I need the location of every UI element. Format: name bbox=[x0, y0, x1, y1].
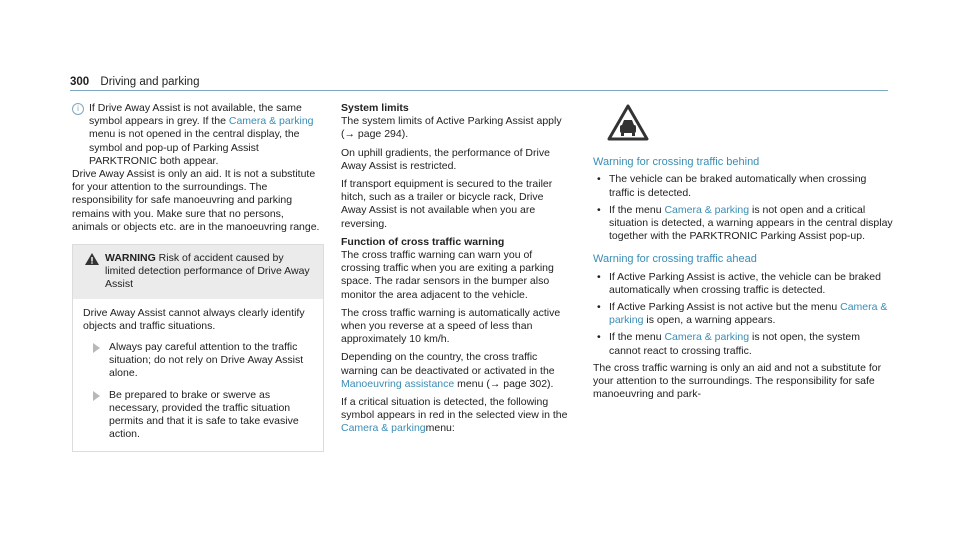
list-item bbox=[593, 173, 893, 199]
system-limits-heading: System limits bbox=[341, 102, 409, 114]
arrow-bullet-icon bbox=[93, 391, 100, 401]
warning-body bbox=[73, 299, 323, 452]
manoeuvring-assistance-link[interactable]: Manoeuvring assistance bbox=[341, 377, 455, 390]
behind-heading: Warning for crossing traffic behind bbox=[593, 156, 760, 169]
camera-parking-link[interactable]: Camera & parking bbox=[341, 422, 426, 435]
warning-label: WARNING bbox=[105, 252, 156, 265]
warning-instruction bbox=[83, 389, 313, 442]
behind-list bbox=[593, 173, 893, 243]
list-item-text: The vehicle can be braked automatically when crossing traffic is detected. bbox=[609, 173, 867, 199]
camera-parking-link[interactable]: Camera & parking bbox=[664, 331, 750, 344]
uphill-text: On uphill gradients, the performance of Drive Away Assist is restricted. bbox=[341, 146, 550, 172]
warning-header bbox=[73, 245, 323, 299]
warning-title: Risk of accident caused by limited detection performance of Drive Away Assist bbox=[105, 252, 310, 291]
country-text bbox=[341, 351, 571, 391]
critical-text-end: menu: bbox=[425, 422, 455, 435]
closing-paragraph: The cross traffic warning is only an aid and not a substitute for your attention to the surroundings. The responsibility for safe manoeuvring and park- bbox=[593, 361, 882, 401]
list-item-text-end: is not open and a critical situation is detected, a warning appears in the central display together with the PARKTRONIC Parking Assist pop-up. bbox=[609, 203, 893, 243]
list-item-text-end: is open, a warning appears. bbox=[643, 314, 776, 327]
list-item bbox=[593, 331, 893, 357]
trailer-text: If transport equipment is secured to the trailer hitch, such as a trailer or bicycle rack, Drive Away Assist is not available when you are reversing. bbox=[341, 178, 553, 230]
ahead-list bbox=[593, 271, 893, 358]
auto-active-text: The cross traffic warning is automatically active when you reverse at a speed of less than approximately 10 km/h. bbox=[341, 306, 561, 346]
cross-traffic-text: The cross traffic warning can warn you of crossing traffic when you are exiting a parking space. The radar sensors in the bumper also monitor the area adjacent to the vehicle. bbox=[341, 249, 554, 301]
list-item-text-start: If the menu bbox=[609, 203, 665, 216]
section-title: Driving and parking bbox=[100, 76, 200, 88]
cross-traffic-heading: Function of cross traffic warning bbox=[341, 235, 505, 248]
header-rule bbox=[70, 90, 888, 91]
list-item-text-start: If Active Parking Assist is not active but the menu bbox=[609, 301, 841, 314]
list-item bbox=[593, 271, 893, 297]
info-text-end: menu is not opened in the central display, the symbol and pop-up of Parking Assist PARKTRONIC both appear. bbox=[89, 128, 300, 167]
warning-instruction bbox=[83, 341, 313, 381]
list-item-text-start: If the menu bbox=[609, 331, 665, 344]
info-text-start: If Drive Away Assist is not available, the same symbol appears in grey. If the bbox=[89, 102, 302, 128]
list-item bbox=[593, 301, 893, 327]
drive-away-paragraph: Drive Away Assist is only an aid. It is not a substitute for your attention to the surroundings. The responsibility for safe manoeuvring and parking remains with you. Make sure that no persons, animals or objects etc. are in the manoeuvring range. bbox=[72, 168, 320, 233]
camera-parking-link[interactable]: Camera & parking bbox=[664, 203, 750, 216]
column-2 bbox=[341, 102, 571, 441]
column-3 bbox=[593, 102, 893, 406]
page-header bbox=[70, 76, 199, 89]
critical-text bbox=[341, 396, 571, 436]
country-text-start: Depending on the country, the cross traffic warning can be deactivated or activated in the bbox=[341, 351, 555, 377]
arrow-bullet-icon bbox=[93, 343, 100, 353]
country-text-end: menu (→ page 302). bbox=[454, 377, 554, 390]
warning-body-text: Drive Away Assist cannot always clearly identify objects and traffic situations. bbox=[83, 306, 305, 332]
camera-parking-link[interactable]: Camera & parking bbox=[228, 115, 314, 128]
info-note bbox=[72, 102, 322, 168]
warning-box bbox=[72, 244, 324, 452]
critical-text-start: If a critical situation is detected, the following symbol appears in red in the selected view in the bbox=[341, 396, 568, 422]
camera-parking-link[interactable]: Camera & parking bbox=[609, 301, 888, 327]
page-number: 300 bbox=[70, 76, 90, 88]
warning-instruction-text: Always pay careful attention to the traffic situation; do not rely on Drive Away Assist alone. bbox=[109, 341, 304, 380]
warning-triangle-icon bbox=[85, 253, 99, 265]
vehicle-warning-triangle-icon bbox=[607, 104, 893, 146]
ahead-heading: Warning for crossing traffic ahead bbox=[593, 253, 757, 266]
list-item-text: If Active Parking Assist is active, the vehicle can be braked automatically when crossing traffic is detected. bbox=[609, 270, 881, 296]
list-item bbox=[593, 204, 893, 244]
system-limits-text: The system limits of Active Parking Assist apply (→ page 294). bbox=[341, 115, 562, 141]
list-item-text-end: is not open, the system cannot react to crossing traffic. bbox=[609, 331, 860, 357]
warning-instruction-text: Be prepared to brake or swerve as necessary, provided the traffic situation permits and that it is safe to take evasive action. bbox=[109, 388, 299, 441]
info-icon: i bbox=[72, 103, 84, 115]
column-1 bbox=[72, 102, 322, 452]
